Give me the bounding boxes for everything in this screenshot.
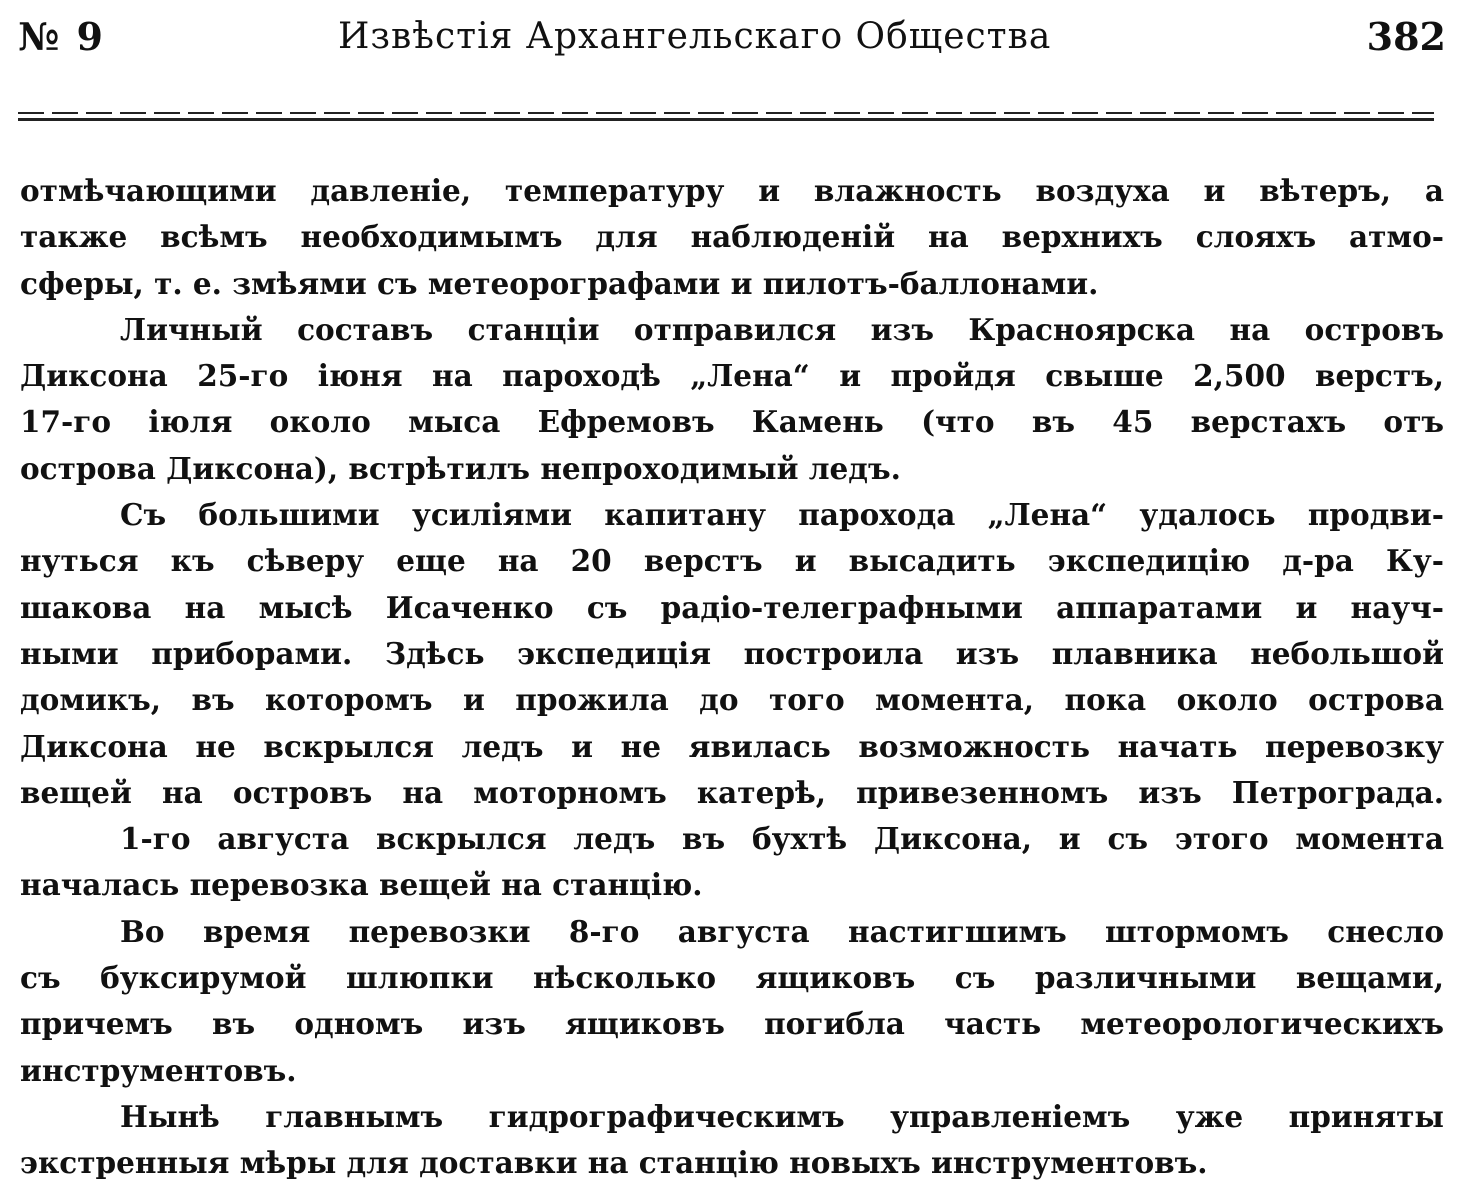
- text-line: 17-го іюля около мыса Ефремовъ Камень (что въ 45 верстахъ отъ: [20, 404, 1444, 440]
- text-line: Во время перевозки 8-го августа настигшимъ штормомъ снесло: [120, 913, 1444, 949]
- journal-title: Извѣстія Архангельскаго Общества: [338, 16, 1052, 57]
- page-number: 382: [1366, 14, 1446, 59]
- issue-number: № 9: [18, 14, 105, 59]
- body-text: [20, 168, 1444, 1187]
- text-line: домикъ, въ которомъ и прожила до того момента, пока около острова: [20, 682, 1444, 718]
- text-line: острова Диксона), встрѣтилъ непроходимый ледъ.: [20, 450, 901, 486]
- text-line: причемъ въ одномъ изъ ящиковъ погибла часть метеорологическихъ: [20, 1006, 1444, 1042]
- header-rule-solid: [18, 118, 1434, 121]
- text-line: шакова на мысѣ Исаченко съ радіо-телеграфными аппаратами и науч-: [20, 589, 1444, 625]
- text-line: экстренныя мѣры для доставки на станцію новыхъ инструментовъ.: [20, 1145, 1208, 1181]
- text-line: началась перевозка вещей на станцію.: [20, 867, 703, 903]
- text-line: нуться къ сѣверу еще на 20 верстъ и высадить экспедицію д-ра Ку-: [20, 543, 1444, 579]
- text-line: Диксона не вскрылся ледъ и не явилась возможность начать перевозку: [20, 728, 1444, 764]
- header-rule-dashed: [18, 112, 1434, 114]
- text-line: вещей на островъ на моторномъ катерѣ, привезенномъ изъ Петрограда.: [20, 774, 1444, 810]
- text-line: ными приборами. Здѣсь экспедиція построила изъ плавника небольшой: [20, 635, 1444, 671]
- text-line: отмѣчающими давленіе, температуру и влажность воздуха и вѣтеръ, а: [20, 173, 1444, 208]
- text-line: Личный составъ станціи отправился изъ Красноярска на островъ: [120, 311, 1444, 347]
- text-line: Съ большими усиліями капитану парохода „Лена“ удалось продви-: [120, 497, 1444, 533]
- text-line: также всѣмъ необходимымъ для наблюденій на верхнихъ слояхъ атмо-: [20, 219, 1444, 255]
- text-line: 1-го августа вскрылся ледъ въ бухтѣ Диксона, и съ этого момента: [120, 821, 1444, 857]
- text-line: Нынѣ главнымъ гидрографическимъ управленіемъ уже приняты: [120, 1098, 1444, 1134]
- text-line: Диксона 25-го іюня на пароходѣ „Лена“ и пройдя свыше 2,500 верстъ,: [20, 358, 1444, 394]
- text-line: сферы, т. е. змѣями съ метеорографами и пилотъ-баллонами.: [20, 265, 1099, 301]
- header-rule: [18, 110, 1434, 124]
- text-line: инструментовъ.: [20, 1052, 297, 1088]
- text-line: съ буксирумой шлюпки нѣсколько ящиковъ съ различными вещами,: [20, 960, 1444, 996]
- running-header: [18, 14, 1446, 70]
